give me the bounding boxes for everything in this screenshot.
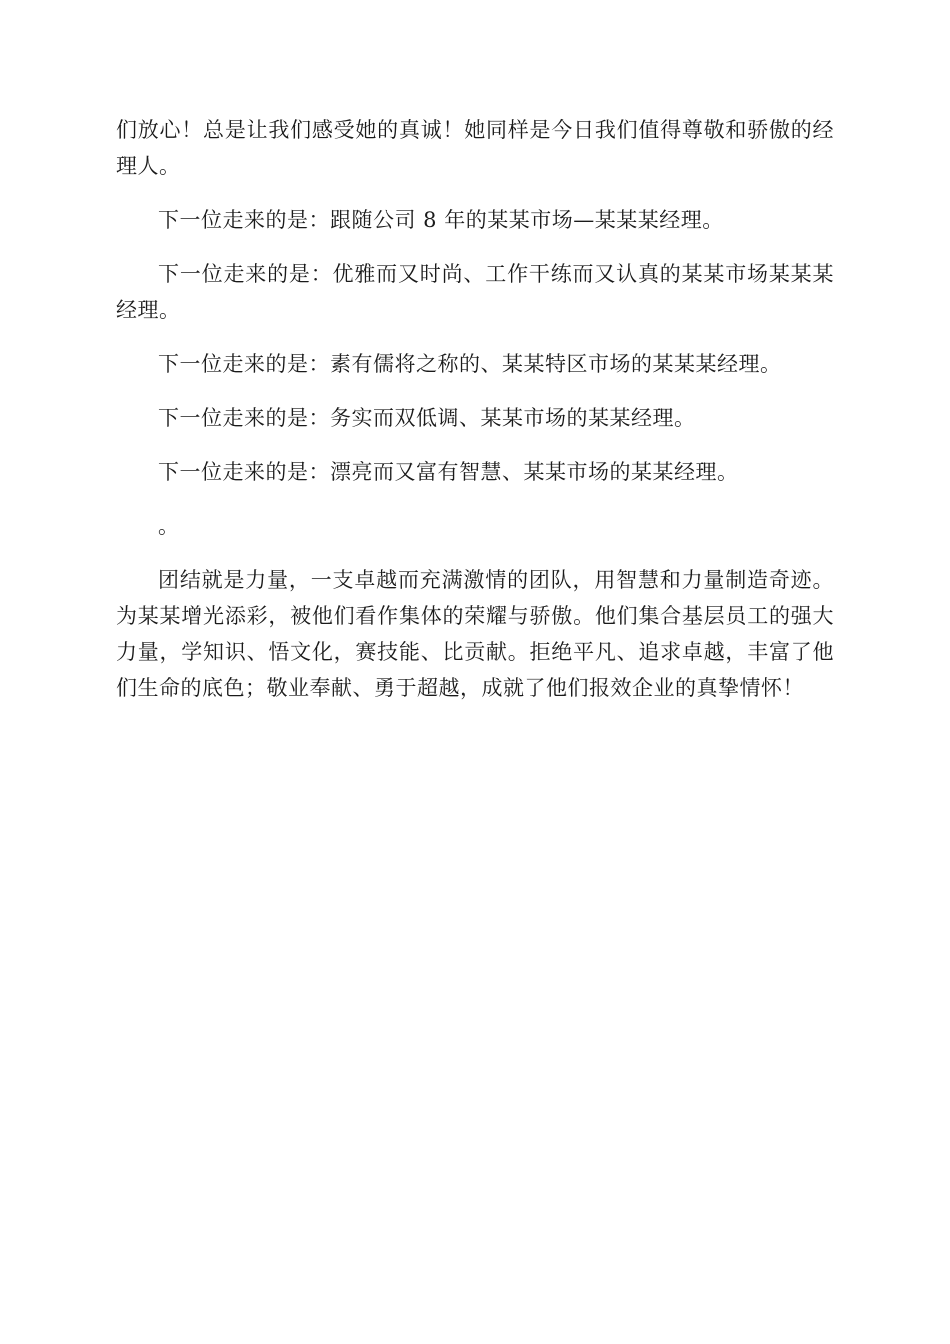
paragraph-introduction-3: 下一位走来的是：素有儒将之称的、某某特区市场的某某某经理。 xyxy=(158,352,782,376)
paragraph-introduction-1: 下一位走来的是：跟随公司 8 年的某某市场—某某某经理。 xyxy=(158,208,724,232)
paragraph-continuation: 们放心！总是让我们感受她的真诚！她同样是今日我们值得尊敬和骄傲的经理人。 xyxy=(116,118,834,178)
paragraph-period: 。 xyxy=(158,514,180,538)
paragraph-introduction-5: 下一位走来的是：漂亮而又富有智慧、某某市场的某某经理。 xyxy=(158,460,739,484)
paragraph-closing: 团结就是力量，一支卓越而充满激情的团队，用智慧和力量制造奇迹。为某某增光添彩，被他们看作集体的荣耀与骄傲。他们集合基层员工的强大力量，学知识、悟文化，赛技能、比贡献。拒绝平凡、追求卓越，丰富了他们生命的底色；敬业奉献、勇于超越，成就了他们报效企业的真挚情怀！ xyxy=(116,568,834,700)
document-body xyxy=(116,112,834,724)
paragraph-introduction-2: 下一位走来的是：优雅而又时尚、工作干练而又认真的某某市场某某某经理。 xyxy=(116,262,834,322)
paragraph-introduction-4: 下一位走来的是：务实而双低调、某某市场的某某经理。 xyxy=(158,406,696,430)
